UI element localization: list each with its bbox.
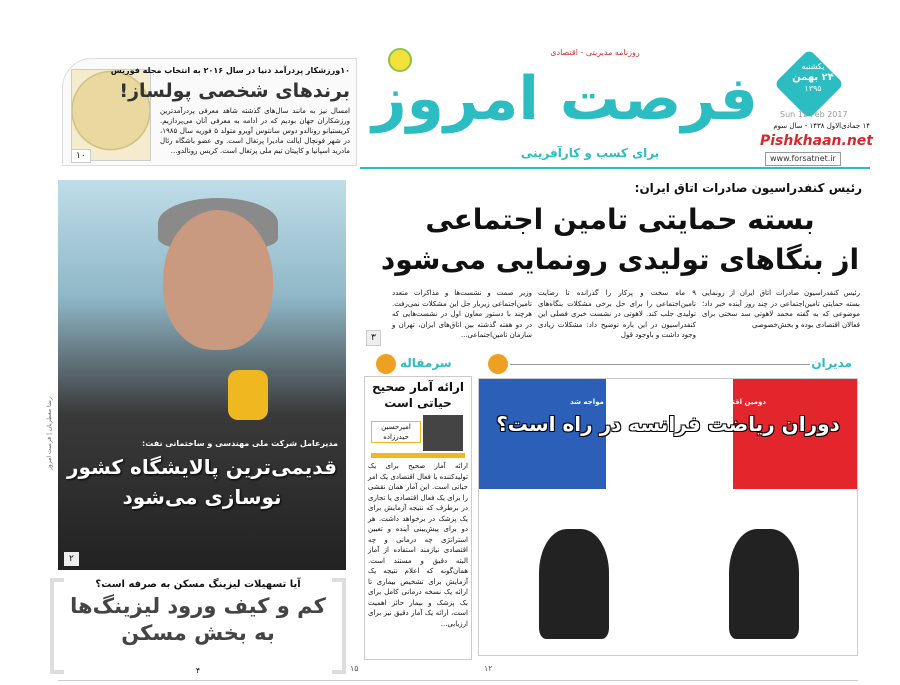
date-hijri: ۱۴ جمادی‌الاول ۱۴۳۸ - سال سوم (773, 122, 870, 130)
pen-icon (488, 354, 508, 374)
photo-portrait (163, 210, 273, 350)
main-story-column-2: ۹ ماه سخت و پرکار را گذرانده تا رضایت تامین‌اجتماعی را برای حل برخی مشکلات بنگاه‌های تولیدی جلب کند. لاهوتی در نشست خبری فصلی این کنفدراسیون در این باره توضیح داد: مشکلات زیادی وجود داشت و باوجود قول (538, 289, 696, 339)
watermark: Pishkhaan.net (760, 133, 873, 149)
website-link[interactable]: www.forsatnet.ir (765, 152, 841, 166)
photo-credit: رضا معطریان | فرصت امروز (46, 397, 53, 470)
lease-page-number: ۴ (195, 666, 201, 675)
cartoon-story[interactable] (478, 378, 858, 656)
cartoon-title[interactable]: دوران ریاضت فرانسه در راه است؟ (496, 412, 840, 436)
date-gregorian: Sun 12 Feb 2017 (780, 110, 848, 119)
cartoon-figure-left (539, 529, 609, 639)
bracket-left (50, 578, 64, 674)
photo-story-kicker: مدیرعامل شرکت ملی مهندسی و ساختمانی نفت: (142, 439, 338, 448)
editorial-page-number: ۱۵ (350, 664, 359, 673)
main-story-kicker: رئیس کنفدراسیون صادرات اتاق ایران: (634, 181, 862, 195)
masthead-subtitle: روزنامه مدیریتی - اقتصادی (550, 48, 640, 57)
date-persian (778, 61, 848, 94)
section-divider (510, 364, 810, 365)
main-title-line-1: بسته حمایتی تامین اجتماعی (425, 203, 815, 236)
lease-kicker: آیا تسهیلات لیزینگ مسکن به صرفه است؟ (95, 579, 301, 590)
teaser-title[interactable]: برندهای شخصی پولساز! (119, 80, 350, 102)
date-day: ۲۴ بهمن (792, 72, 834, 83)
main-story-column-1: رئیس کنفدراسیون صادرات اتاق ایران از رونمایی بسته حمایتی تامین‌اجتماعی در چند روز آینده خبر داد؛ موضوعی که به گفته محمد لاهوتی سد سختی برای فعالان اقتصادی بوده و بخش‌خصوصی (702, 289, 860, 329)
cartoon-kicker: دومین اقتصاد بزرگ اروپا با افت رشد اقتصادی مواجه شد (570, 398, 766, 406)
editorial-author: امیرحسین حیدرزاده (371, 421, 421, 443)
photo-story[interactable] (58, 180, 346, 570)
editorial-title[interactable]: ارائه آمار صحیح حیاتی است (371, 380, 465, 410)
teaser-box[interactable] (62, 58, 357, 166)
author-avatar (423, 415, 463, 451)
masthead (360, 45, 873, 170)
newspaper-logo: فرصت امروز (372, 64, 758, 134)
date-weekday: یکشنبه (801, 62, 825, 71)
section-editorial: سرمقاله (400, 356, 452, 370)
teaser-kicker: ۱۰ورزشکار پردرآمد دنیا در سال ۲۰۱۶ به انتخاب مجله فوربس (110, 66, 350, 75)
main-story-page-number: ۳ (366, 330, 381, 346)
author-bar (371, 453, 465, 458)
main-title-line-2: از بنگاهای تولیدی رونمایی می‌شود (380, 243, 860, 276)
masthead-tagline: برای کسب و کارآفرینی (520, 146, 660, 160)
photo-story-title[interactable]: قدیمی‌ترین پالایشگاه کشور نوسازی می‌شود (67, 455, 337, 509)
main-story-title[interactable] (370, 200, 870, 280)
masthead-divider (360, 167, 870, 169)
teaser-page-number: ۱۰ (71, 149, 91, 163)
main-story-column-3: وزیر صمت و نشست‌ها و مذاکرات متعدد تامین‌اجتماعی زیربار حل این مشکلات نمی‌رفت. هرچند با دستور معاون اول در نشست‌هایی که در دو هفته گذشته بین اتاق‌های ایران، تهران و سازمان تامین‌اجتماعی... (392, 289, 532, 339)
editorial-box[interactable] (364, 376, 472, 660)
footer-divider (58, 680, 858, 681)
lease-title[interactable]: کم و کیف ورود لیزینگ‌ها به بخش مسکن (70, 594, 326, 645)
date-year: ۱۳۹۵ (804, 84, 822, 93)
microphone-icon (228, 370, 268, 420)
cartoon-figure-right (729, 529, 799, 639)
photo-story-page-number: ۲ (64, 552, 79, 566)
bracket-right (332, 578, 346, 674)
quill-icon (376, 354, 396, 374)
lease-story[interactable] (50, 578, 346, 678)
cartoon-page-number: ۱۲ (484, 664, 493, 673)
teaser-body: امسال نیز به مانند سال‌های گذشته شاهد معرفی پردرآمدترین ورزشکاران جهان بودیم که در ادامه به معرفی آنان می‌پردازیم. کریستیانو رونالدو دوس سانتوس آویرو متولد ۵ فوریه سال ۱۹۸۵، در شهر فونچال ایالت مادیرا پرتغال است. وی عضو باشگاه رئال مادرید اسپانیا و کاپیتان تیم ملی پرتغال است. کریس رونالدو... (160, 107, 350, 155)
editorial-body: ارائه آمار صحیح برای یک تولیدکننده یا فعال اقتصادی یک امر حیاتی است. این آمار همان نقشی را برای یک فعال اقتصادی یا تجاری در برطرف که نتیجه آزمایش برای یک پزشک در برخواهد داشت. هر دو برای پیش‌بینی آینده و تعیین استراتژی چه درمانی و چه اقتصادی نیازمند استفاده از آمار البته دقیق و مستند است. همان‌گونه که اعلام نتیجه یک آزمایش برای تشخیص بیماری تا ارائه یک نسخه درمانی کامل برای یک پزشک و بیمار حائز اهمیت است، ارائه یک آمار دقیق نیز برای ارزیابی... (368, 462, 468, 628)
section-managers: مدیران (811, 356, 852, 370)
